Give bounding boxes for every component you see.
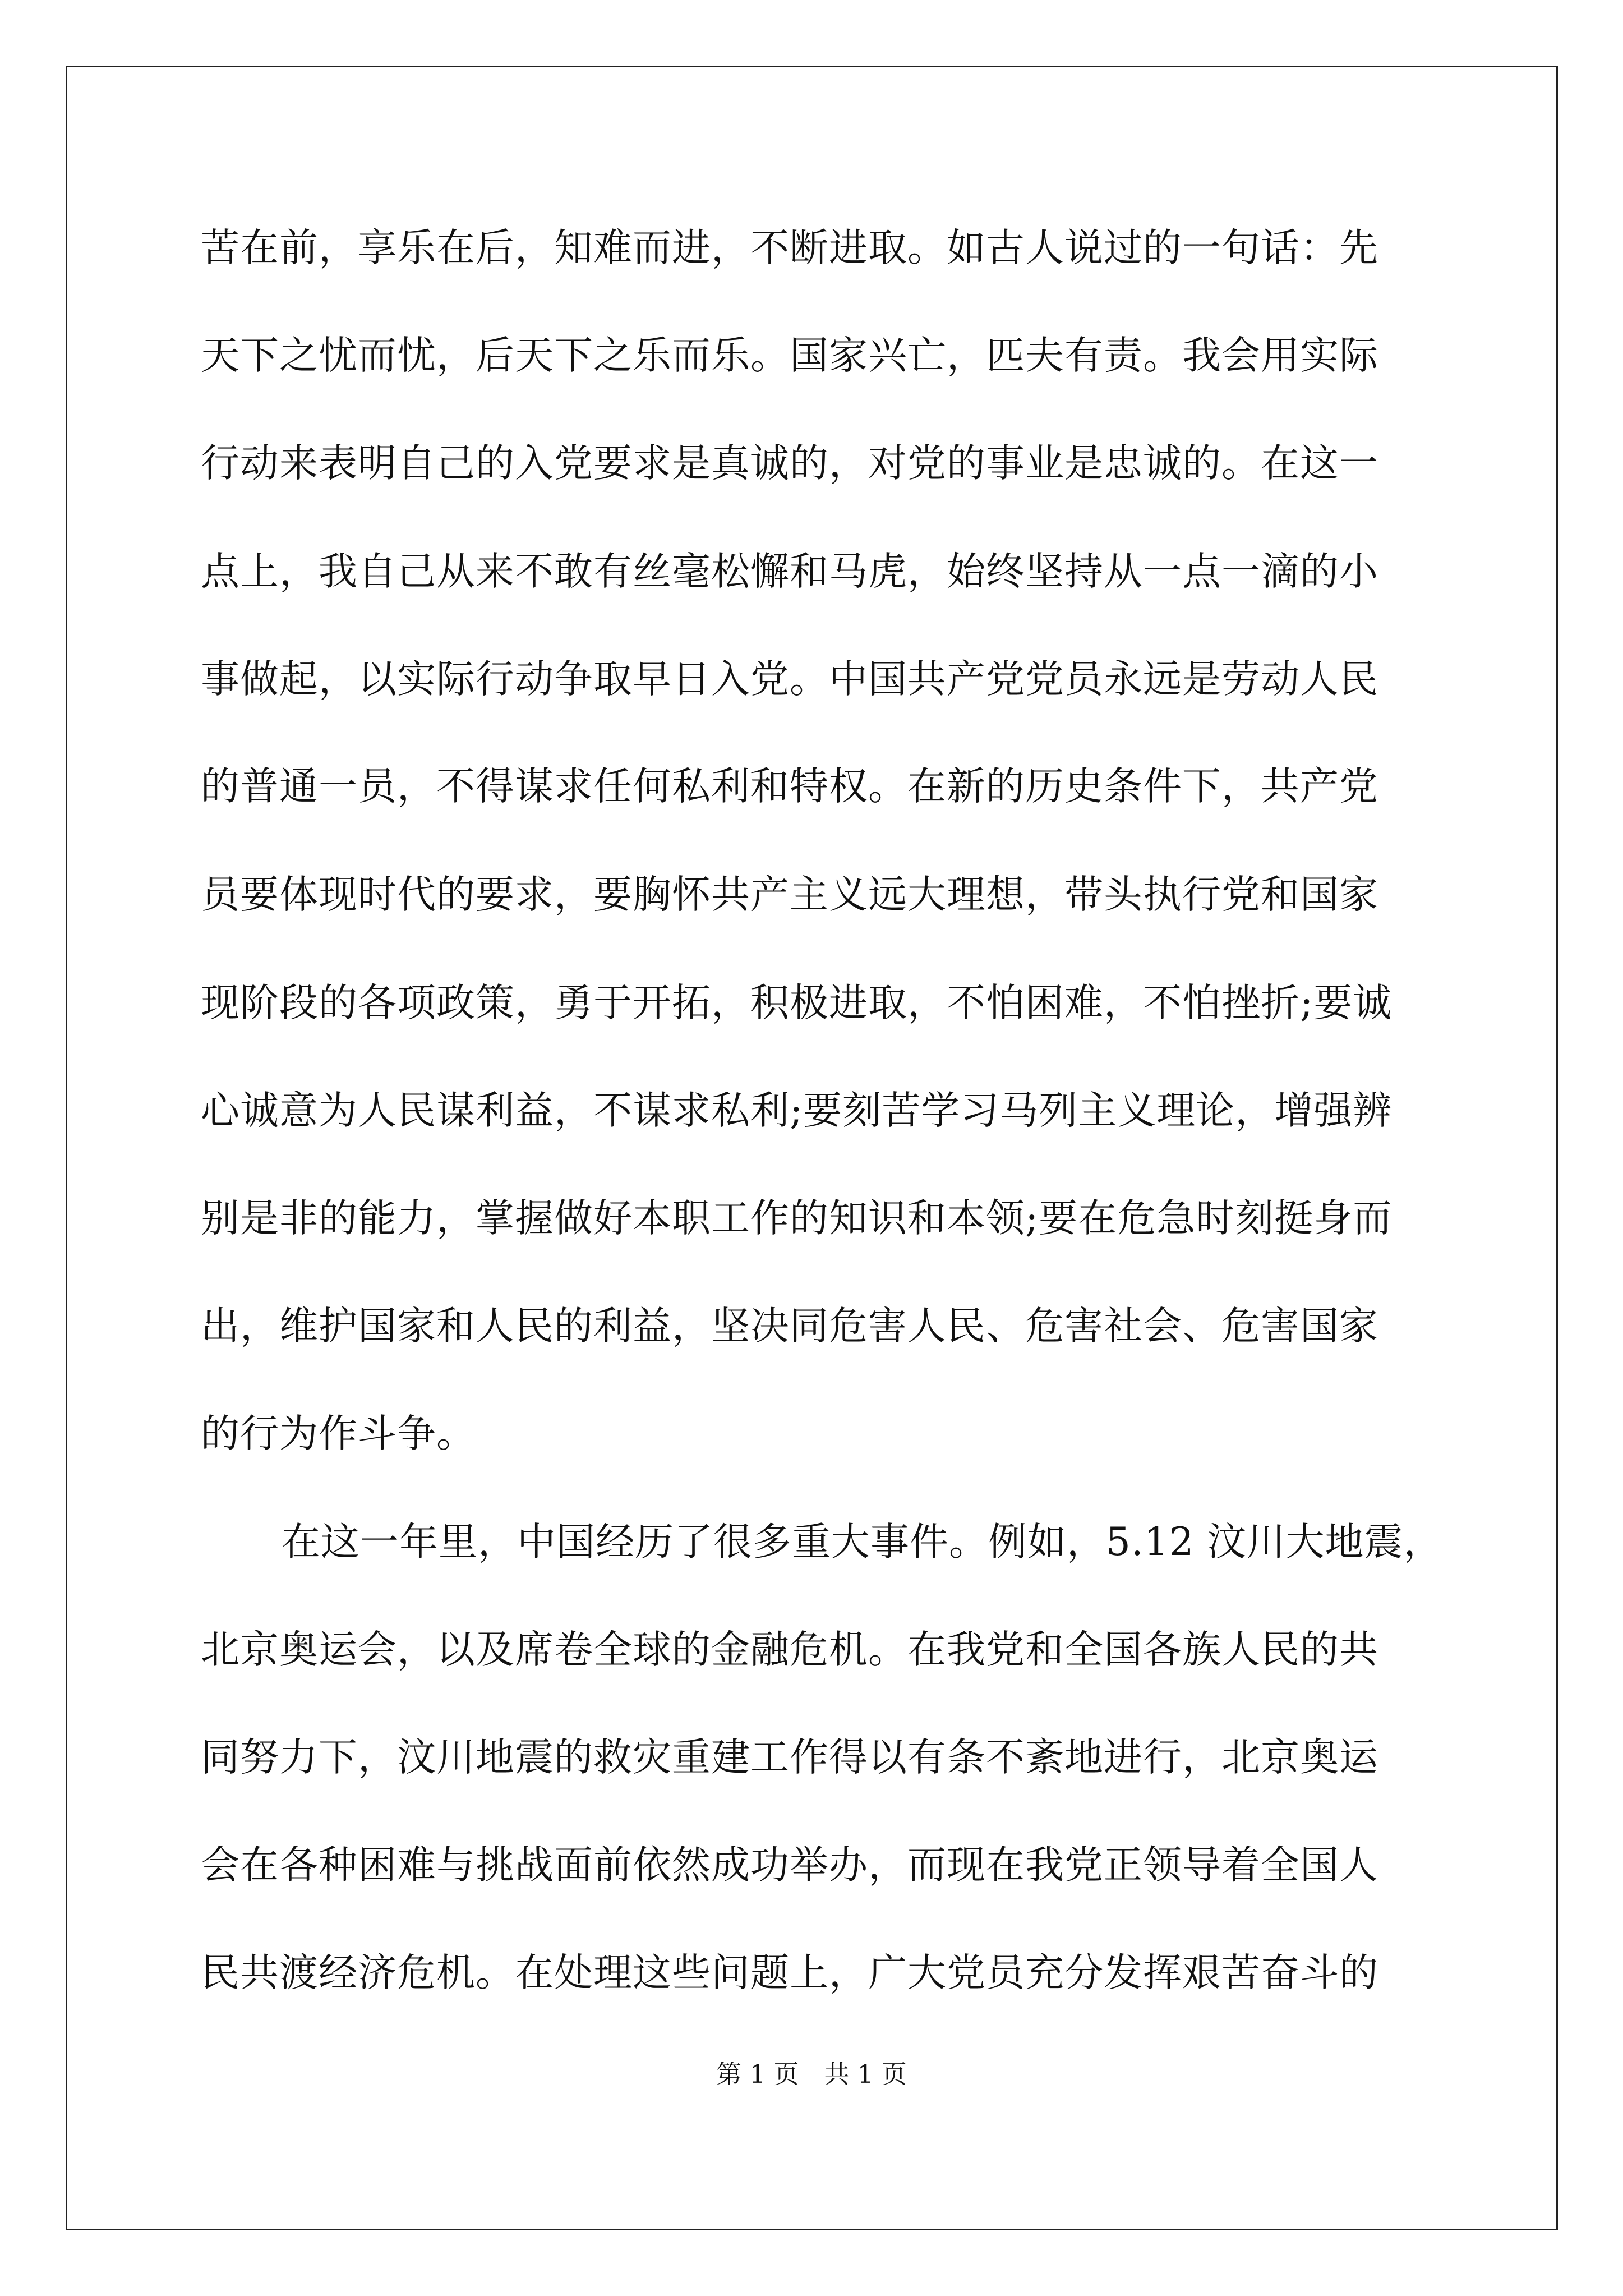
text-line: 苦在前，享乐在后，知难而进，不断进取。如古人说过的一句话：先 xyxy=(201,226,1378,270)
text-line: 的行为作斗争。 xyxy=(201,1411,476,1456)
text-line: 北京奥运会，以及席卷全球的金融危机。在我党和全国各族人民的共 xyxy=(201,1627,1378,1672)
text-line: 出，维护国家和人民的利益，坚决同危害人民、危害社会、危害国家 xyxy=(201,1304,1378,1349)
text-line: 行动来表明自己的入党要求是真诚的，对党的事业是忠诚的。在这一 xyxy=(201,441,1378,486)
text-line: 事做起，以实际行动争取早日入党。中国共产党党员永远是劳动人民 xyxy=(201,657,1378,702)
page-number-footer: 第 1 页 共 1 页 xyxy=(716,2059,907,2089)
page-border xyxy=(66,66,1558,2230)
text-line: 心诚意为人民谋利益，不谋求私利;要刻苦学习马列主义理论，增强辨 xyxy=(201,1088,1393,1133)
text-line: 的普通一员，不得谋求任何私利和特权。在新的历史条件下，共产党 xyxy=(201,764,1378,809)
text-line: 天下之忧而忧，后天下之乐而乐。国家兴亡，匹夫有责。我会用实际 xyxy=(201,333,1378,378)
text-line: 点上，我自己从来不敢有丝毫松懈和马虎，始终坚持从一点一滴的小 xyxy=(201,549,1378,594)
text-line: 同努力下，汶川地震的救灾重建工作得以有条不紊地进行，北京奥运 xyxy=(201,1735,1378,1780)
text-line: 会在各种困难与挑战面前依然成功举办，而现在我党正领导着全国人 xyxy=(201,1843,1378,1888)
text-line: 在这一年里，中国经历了很多重大事件。例如，5.12 汶川大地震， xyxy=(282,1520,1443,1565)
text-line: 别是非的能力，掌握做好本职工作的知识和本领;要在危急时刻挺身而 xyxy=(201,1196,1393,1241)
text-line: 民共渡经济危机。在处理这些问题上，广大党员充分发挥艰苦奋斗的 xyxy=(201,1950,1378,1995)
text-line: 现阶段的各项政策，勇于开拓，积极进取，不怕困难，不怕挫折;要诚 xyxy=(201,981,1393,1025)
text-line: 员要体现时代的要求，要胸怀共产主义远大理想，带头执行党和国家 xyxy=(201,872,1378,917)
